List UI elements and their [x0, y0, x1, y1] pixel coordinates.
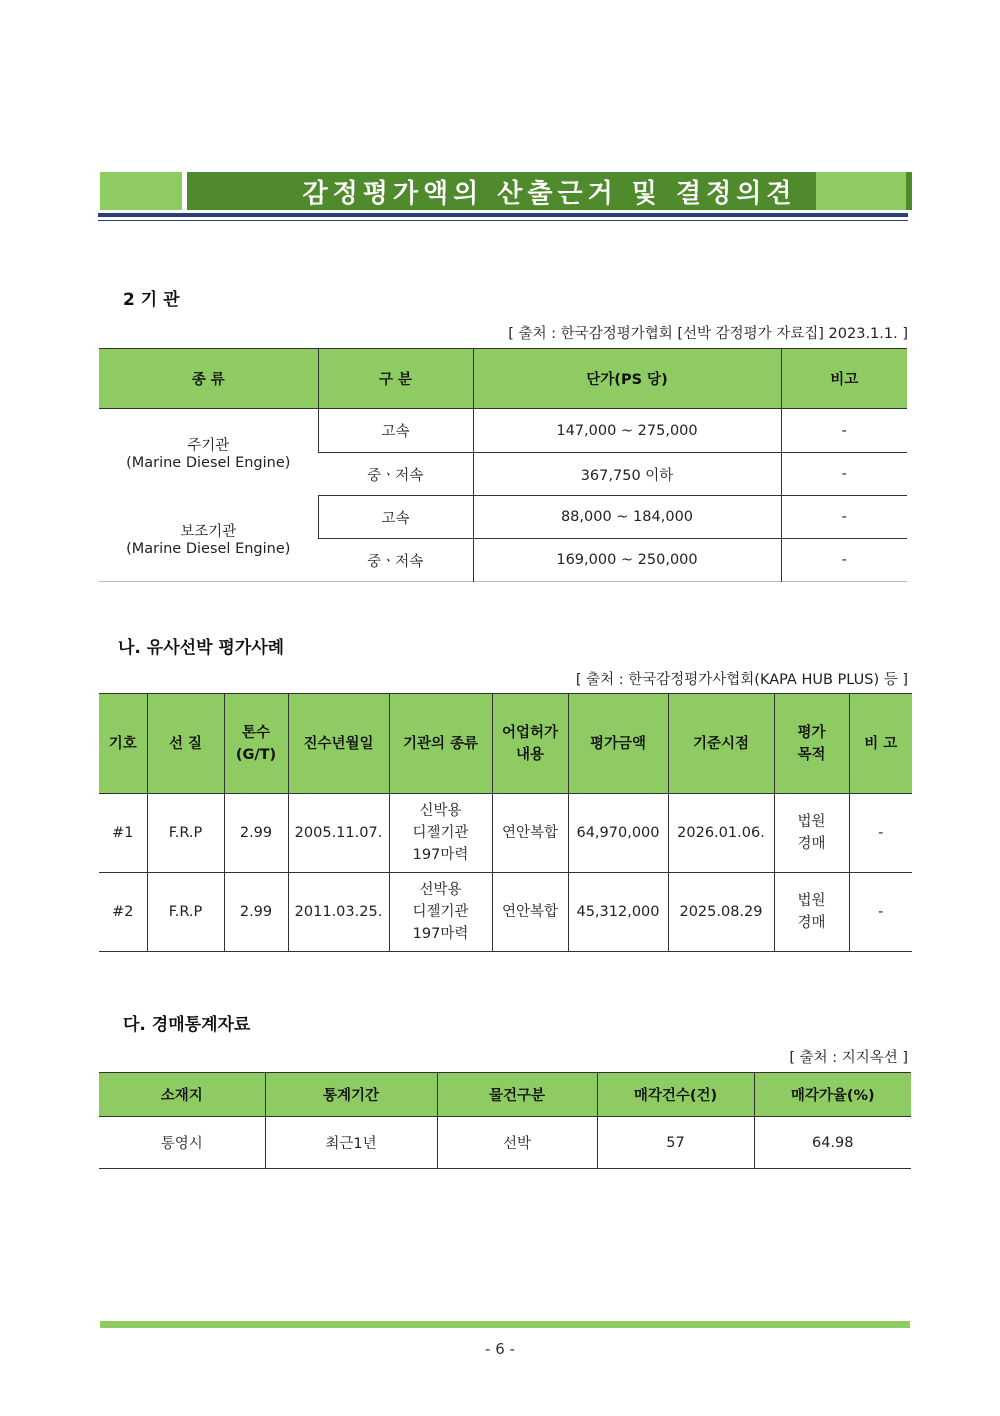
case-purpose: 법원 경매: [774, 794, 849, 873]
col-header-rate: 매각가율(%): [754, 1073, 911, 1117]
auction-period: 최근1년: [265, 1117, 437, 1169]
engine-category: 고속: [318, 496, 473, 539]
auction-section-title: 다. 경매통계자료: [123, 1015, 251, 1035]
engine-price-table: [99, 348, 907, 582]
engine-type-sub: (Marine Diesel Engine): [126, 540, 291, 557]
case-tonnage: 2.99: [224, 873, 288, 952]
banner-right-block: [816, 172, 906, 210]
page-title: 감정평가액의 산출근거 및 결정의견: [187, 172, 912, 210]
title-rule-thin: [98, 220, 908, 221]
auction-location: 통영시: [99, 1117, 265, 1169]
engine-type-sub: (Marine Diesel Engine): [126, 454, 291, 471]
title-rule-thick: [98, 213, 908, 217]
col-header-type: 종 류: [99, 349, 318, 409]
col-header-material: 선 질: [147, 694, 224, 794]
case-engine: 선박용 디젤기관 197마력: [389, 873, 492, 952]
table-row: [99, 794, 912, 873]
col-header-category: 구 분: [318, 349, 473, 409]
col-header-item: 물건구분: [437, 1073, 597, 1117]
engine-price: 367,750 이하: [473, 453, 781, 496]
engine-note: -: [781, 409, 907, 453]
engine-price: 147,000 ~ 275,000: [473, 409, 781, 453]
col-header-note: 비 고: [849, 694, 912, 794]
case-license: 연안복합: [492, 873, 568, 952]
engine-type-label: 주기관: [187, 437, 230, 454]
col-header-unit-price: 단가(PS 당): [473, 349, 781, 409]
page-number: - 6 -: [485, 1340, 515, 1358]
case-launch-date: 2011.03.25.: [288, 873, 389, 952]
auction-count: 57: [597, 1117, 754, 1169]
col-header-location: 소재지: [99, 1073, 265, 1117]
col-header-period: 통계기간: [265, 1073, 437, 1117]
engine-type-cell: [99, 496, 318, 582]
footer-rule: [100, 1321, 910, 1328]
auction-item: 선박: [437, 1117, 597, 1169]
engine-category: 중ㆍ저속: [318, 453, 473, 496]
case-license: 연안복합: [492, 794, 568, 873]
title-banner: [100, 172, 906, 212]
case-tonnage: 2.99: [224, 794, 288, 873]
engine-section-title: 2 기 관: [123, 290, 180, 310]
col-header-launch-date: 진수년월일: [288, 694, 389, 794]
case-base-date: 2025.08.29: [668, 873, 774, 952]
col-header-base-date: 기준시점: [668, 694, 774, 794]
col-header-id: 기호: [99, 694, 147, 794]
col-header-purpose: 평가 목적: [774, 694, 849, 794]
auction-rate: 64.98: [754, 1117, 911, 1169]
similar-vessel-table: [99, 693, 912, 952]
engine-source: [ 출처 : 한국감정평가협회 [선박 감정평가 자료집] 2023.1.1. ]: [508, 326, 908, 342]
engine-price: 88,000 ~ 184,000: [473, 496, 781, 539]
case-id: #2: [99, 873, 147, 952]
engine-note: -: [781, 453, 907, 496]
case-launch-date: 2005.11.07.: [288, 794, 389, 873]
col-header-count: 매각건수(건): [597, 1073, 754, 1117]
case-engine: 신박용 디젤기관 197마력: [389, 794, 492, 873]
similar-section-title: 나. 유사선박 평가사례: [118, 638, 285, 658]
col-header-tonnage: 톤수 (G/T): [224, 694, 288, 794]
col-header-license: 어업허가 내용: [492, 694, 568, 794]
col-header-note: 비고: [781, 349, 907, 409]
table-row: [99, 409, 907, 453]
banner-left-block: [100, 172, 182, 210]
table-row: [99, 873, 912, 952]
engine-note: -: [781, 496, 907, 539]
similar-source: [ 출처 : 한국감정평가사협회(KAPA HUB PLUS) 등 ]: [575, 672, 908, 688]
case-base-date: 2026.01.06.: [668, 794, 774, 873]
auction-source: [ 출처 : 지지옥션 ]: [789, 1050, 908, 1066]
col-header-engine-type: 기관의 종류: [389, 694, 492, 794]
case-amount: 64,970,000: [568, 794, 668, 873]
case-note: -: [849, 794, 912, 873]
case-note: -: [849, 873, 912, 952]
auction-stats-table: [99, 1072, 911, 1169]
engine-category: 고속: [318, 409, 473, 453]
case-id: #1: [99, 794, 147, 873]
col-header-amount: 평가금액: [568, 694, 668, 794]
engine-type-cell: [99, 409, 318, 496]
case-purpose: 법원 경매: [774, 873, 849, 952]
table-row: [99, 1117, 911, 1169]
engine-note: -: [781, 539, 907, 582]
engine-type-label: 보조기관: [180, 523, 237, 540]
engine-category: 중ㆍ저속: [318, 539, 473, 582]
case-material: F.R.P: [147, 794, 224, 873]
table-row: [99, 496, 907, 539]
case-material: F.R.P: [147, 873, 224, 952]
engine-price: 169,000 ~ 250,000: [473, 539, 781, 582]
case-amount: 45,312,000: [568, 873, 668, 952]
